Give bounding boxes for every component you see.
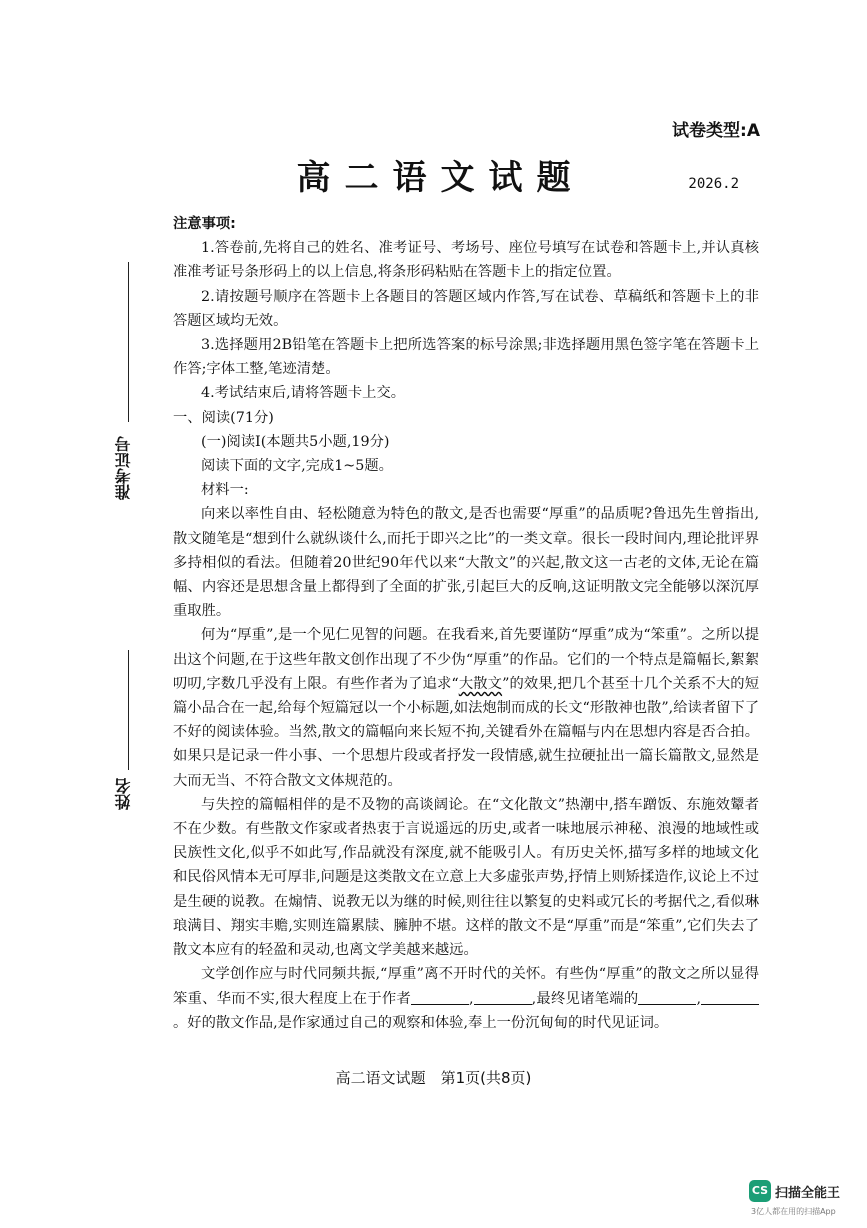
notice-item-3: 3.选择题用2B铅笔在答题卡上把所选答案的标号涂黑;非选择题用黑色签字笔在答题卡上作答;字体工整,笔迹清楚。: [173, 337, 759, 378]
answer-blank-2: [474, 990, 532, 1005]
paper-type: 试卷类型:A: [672, 121, 760, 141]
material-label: 材料一:: [201, 482, 249, 499]
answer-blank-3: [638, 990, 696, 1005]
passage-text: 何为“厚重”,是一个见仁见智的问题。在我看来,首先要谨防“厚重”成为“笨重”。之所以提出这个问题,在于这些年散文创作出现了不少伪“厚重”的作品。它们的一个特点是篇幅长,絮絮叨叨,字数几乎没有上限。有些作者为了追求“: [173, 627, 759, 692]
scanner-watermark: [749, 1180, 861, 1222]
name-label: 姓名: [114, 778, 133, 810]
wavy-underlined-term: 大散文: [458, 675, 503, 692]
exam-id-fill-line: [128, 262, 129, 422]
passage-paragraph-4: 文学创作应与时代同频共振,“厚重”离不开时代的关怀。有些伪“厚重”的散文之所以显得笨重、华而不实,很大程度上在于作者 , ,最终见诸笔端的 ,。好的散文作品,是作家通过自己的观察和体验,奉上一份沉甸甸的时代见证词。: [173, 966, 759, 1031]
notice-item-2: 2.请按题号顺序在答题卡上各题目的答题区域内作答,写在试卷、草稿纸和答题卡上的非答题区域均无效。: [173, 288, 759, 329]
notice-item-1: 1.答卷前,先将自己的姓名、准考证号、考场号、座位号填写在试卷和答题卡上,并认真核准准考证号条形码上的以上信息,将条形码粘贴在答题卡上的指定位置。: [173, 240, 759, 281]
passage-text: 。好的散文作品,是作家通过自己的观察和体验,奉上一份沉甸甸的时代见证词。: [173, 1014, 669, 1031]
passage-text: 最终见诸笔端的: [536, 990, 639, 1007]
exam-content: [173, 212, 759, 1035]
section-instruction: 阅读下面的文字,完成1~5题。: [201, 458, 393, 475]
passage-paragraph-1: 向来以率性自由、轻松随意为特色的散文,是否也需要“厚重”的品质呢?鲁迅先生曾指出,散文随笔是“想到什么就纵谈什么,而托于即兴之比”的一类文章。很长一段时间内,理论批评界多持相似的看法。但随着20世纪90年代以来“大散文”的兴起,散文这一古老的文体,无论在篇幅、内容还是思想含量上都得到了全面的扩张,引起巨大的反响,这证明散文完全能够以深沉厚重取胜。: [173, 506, 759, 620]
exam-date: 2026.2: [688, 176, 739, 192]
exam-id-label: 准考证号: [114, 436, 133, 500]
page-title: 高二语文试题: [296, 158, 585, 198]
passage-text: 文学创作应与时代同频共振,“厚重”离不开时代的关怀。有些伪“厚重”的散文之所以显得笨重、华而不实,很大程度上在于作者: [173, 966, 759, 1007]
answer-blank-1: [411, 990, 469, 1005]
watermark-tagline: 3亿人都在用的扫描App: [751, 1207, 836, 1216]
watermark-app-name: 扫描全能王: [775, 1186, 841, 1201]
passage-paragraph-2: [173, 623, 759, 792]
notice-item-4: 4.考试结束后,请将答题卡上交。: [201, 385, 406, 402]
section-title: 一、阅读(71分): [173, 409, 274, 426]
name-fill-line: [128, 650, 129, 770]
notice-heading: 注意事项:: [173, 216, 236, 232]
page-footer: 高二语文试题 第1页(共8页): [335, 1069, 532, 1087]
answer-blank-4: [701, 990, 759, 1005]
passage-paragraph-3: 与失控的篇幅相伴的是不及物的高谈阔论。在“文化散文”热潮中,搭车蹭饭、东施效颦者不在少数。有些散文作家或者热衷于言说遥远的历史,或者一味地展示神秘、浪漫的地域性或民族性文化,似乎不如此写,作品就没有深度,就不能吸引人。有历史关怀,描写多样的地域文化和民俗风情本无可厚非,问题是这类散文在立意上大多虚张声势,抒情上则矫揉造作,议论上不过是生硬的说教。在煽情、说教无以为继的时候,则往往以繁复的史料或冗长的考据代之,看似琳琅满目、翔实丰赡,实则连篇累牍、臃肿不堪。这样的散文不是“厚重”而是“笨重”,它们失去了散文本应有的轻盈和灵动,也离文学美越来越远。: [173, 796, 759, 959]
section-subtitle: (一)阅读Ⅰ(本题共5小题,19分): [201, 433, 390, 450]
passage-text: ”的效果,把几个甚至十几个关系不大的短篇小品合在一起,给每个短篇冠以一个小标题,如法炮制而成的长文“形散神也散”,给读者留下了不好的阅读体验。当然,散文的篇幅向来长短不拘,关键看外在篇幅与内在思想内容是否合拍。如果只是记录一件小事、一个思想片段或者抒发一段情感,就生拉硬扯出一篇长篇散文,显然是大而无当、不符合散文文体规范的。: [173, 675, 759, 789]
camscanner-logo-icon: CS: [749, 1180, 771, 1202]
